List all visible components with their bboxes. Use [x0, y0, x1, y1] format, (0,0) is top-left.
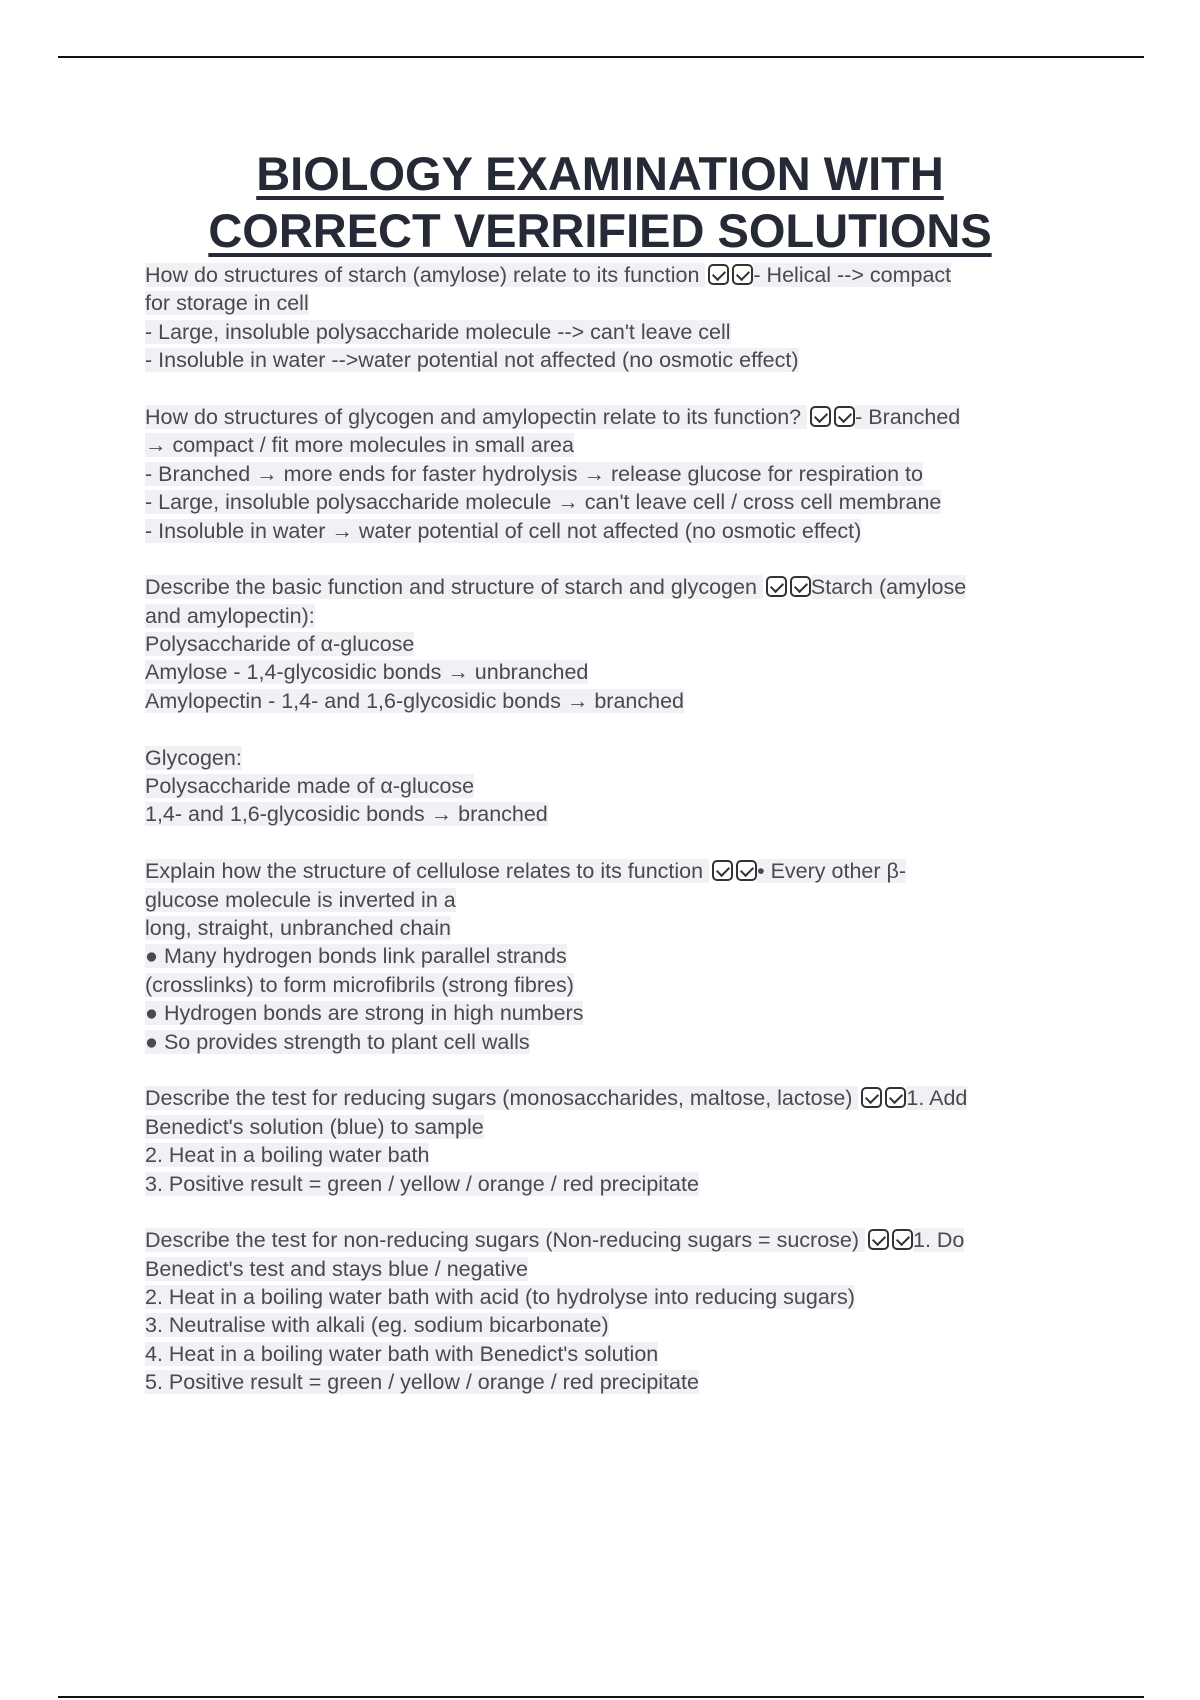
answer-text: Amylose - 1,4-glycosidic bonds → unbranched — [145, 660, 589, 685]
checkbox-icon — [868, 1229, 889, 1250]
answer-text: for storage in cell — [145, 291, 309, 316]
answer-line — [145, 346, 1145, 374]
checkbox-icon — [712, 860, 733, 881]
answer-line — [145, 1141, 1145, 1169]
answer-line — [145, 1368, 1145, 1396]
answer-line — [145, 715, 1145, 743]
question-line — [145, 403, 1145, 431]
page-title — [0, 145, 1200, 259]
title-line-2: CORRECT VERRIFIED SOLUTIONS — [208, 204, 992, 257]
blank-line — [145, 1056, 1145, 1084]
answer-text: ● So provides strength to plant cell walls — [145, 1029, 530, 1054]
answer-text: 5. Positive result = green / yellow / orange / red precipitate — [145, 1370, 699, 1395]
question-line — [145, 857, 1145, 885]
answer-text: long, straight, unbranched chain — [145, 915, 451, 940]
blank-line — [145, 375, 1145, 403]
answer-text: - Large, insoluble polysaccharide molecule → can't leave cell / cross cell membrane — [145, 490, 942, 515]
answer-line — [145, 460, 1145, 488]
checkbox-icon — [766, 576, 787, 597]
answer-line — [145, 971, 1145, 999]
answer-line — [145, 886, 1145, 914]
answer-start: - Branched — [855, 404, 961, 429]
answer-text: Polysaccharide of α-glucose — [145, 632, 415, 657]
checkbox-icon — [892, 1229, 913, 1250]
qa-block — [145, 1226, 1145, 1396]
answer-text: 3. Neutralise with alkali (eg. sodium bicarbonate) — [145, 1313, 609, 1338]
answer-text: 1,4- and 1,6-glycosidic bonds → branched — [145, 802, 548, 827]
answer-start: 1. Do — [913, 1228, 965, 1253]
answer-text: - Insoluble in water → water potential of cell not affected (no osmotic effect) — [145, 518, 862, 543]
question-text: How do structures of starch (amylose) relate to its function — [145, 263, 706, 287]
answer-line — [145, 772, 1145, 800]
question-text: Describe the test for non-reducing sugars (Non-reducing sugars = sucrose) — [145, 1228, 865, 1253]
answer-text: ● Hydrogen bonds are strong in high numbers — [145, 1001, 584, 1026]
answer-text: - Insoluble in water -->water potential not affected (no osmotic effect) — [145, 348, 799, 373]
qa-block — [145, 261, 1145, 375]
blank-line — [145, 545, 1145, 573]
answer-text: → compact / fit more molecules in small area — [145, 433, 574, 458]
answer-line — [145, 1283, 1145, 1311]
question-text: Describe the test for reducing sugars (monosaccharides, maltose, lactose) — [145, 1086, 859, 1111]
answer-line — [145, 1311, 1145, 1339]
qa-block — [145, 573, 1145, 829]
answer-line — [145, 1340, 1145, 1368]
answer-line — [145, 289, 1145, 317]
answer-line — [145, 431, 1145, 459]
answer-text: ● Many hydrogen bonds link parallel strands — [145, 944, 567, 969]
answer-line — [145, 517, 1145, 545]
checkbox-icon — [810, 406, 831, 427]
answer-line — [145, 1113, 1145, 1141]
answer-line — [145, 800, 1145, 828]
answer-line — [145, 744, 1145, 772]
checkbox-icon — [708, 264, 729, 285]
bottom-rule — [58, 1696, 1144, 1698]
answer-line — [145, 1255, 1145, 1283]
answer-text: - Large, insoluble polysaccharide molecule --> can't leave cell — [145, 319, 731, 344]
answer-line — [145, 630, 1145, 658]
question-line — [145, 573, 1145, 601]
answer-line — [145, 687, 1145, 715]
qa-block — [145, 857, 1145, 1056]
answer-text: Glycogen: — [145, 745, 242, 770]
answer-text: Amylopectin - 1,4- and 1,6-glycosidic bonds → branched — [145, 688, 684, 713]
question-line — [145, 1084, 1145, 1112]
qa-block — [145, 1084, 1145, 1198]
top-rule — [58, 56, 1144, 58]
document-body — [145, 261, 1145, 1397]
answer-line — [145, 658, 1145, 686]
answer-text: - Branched → more ends for faster hydrolysis → release glucose for respiration to — [145, 461, 923, 486]
answer-text: 2. Heat in a boiling water bath — [145, 1143, 430, 1168]
question-line — [145, 1226, 1145, 1254]
checkbox-icon — [885, 1087, 906, 1108]
checkbox-icon — [861, 1087, 882, 1108]
question-text: Explain how the structure of cellulose relates to its function — [145, 859, 710, 884]
answer-start: 1. Add — [906, 1086, 968, 1111]
answer-text: 2. Heat in a boiling water bath with acid (to hydrolyse into reducing sugars) — [145, 1285, 855, 1310]
answer-line — [145, 1028, 1145, 1056]
answer-start: Starch (amylose — [810, 575, 967, 600]
answer-start: • Every other β- — [757, 859, 907, 884]
qa-block — [145, 403, 1145, 545]
answer-line — [145, 1170, 1145, 1198]
answer-text: glucose molecule is inverted in a — [145, 887, 456, 912]
answer-line — [145, 942, 1145, 970]
checkbox-icon — [790, 576, 811, 597]
title-line-1: BIOLOGY EXAMINATION WITH — [256, 147, 944, 200]
checkbox-icon — [732, 264, 753, 285]
answer-text: Benedict's solution (blue) to sample — [145, 1114, 484, 1139]
answer-line — [145, 602, 1145, 630]
answer-text: (crosslinks) to form microfibrils (strong fibres) — [145, 972, 574, 997]
blank-line — [145, 1198, 1145, 1226]
answer-line — [145, 999, 1145, 1027]
answer-text: Polysaccharide made of α-glucose — [145, 774, 475, 799]
answer-line — [145, 914, 1145, 942]
checkbox-icon — [736, 860, 757, 881]
answer-text: and amylopectin): — [145, 603, 315, 628]
answer-text: Benedict's test and stays blue / negative — [145, 1256, 528, 1281]
answer-text: 4. Heat in a boiling water bath with Benedict's solution — [145, 1341, 659, 1366]
answer-line — [145, 318, 1145, 346]
answer-line — [145, 488, 1145, 516]
question-line — [145, 261, 1145, 289]
question-text: How do structures of glycogen and amylopectin relate to its function? — [145, 404, 808, 429]
blank-line — [145, 829, 1145, 857]
answer-text: 3. Positive result = green / yellow / orange / red precipitate — [145, 1171, 699, 1196]
answer-start: - Helical --> compact — [753, 263, 952, 287]
checkbox-icon — [834, 406, 855, 427]
question-text: Describe the basic function and structure of starch and glycogen — [145, 575, 763, 600]
